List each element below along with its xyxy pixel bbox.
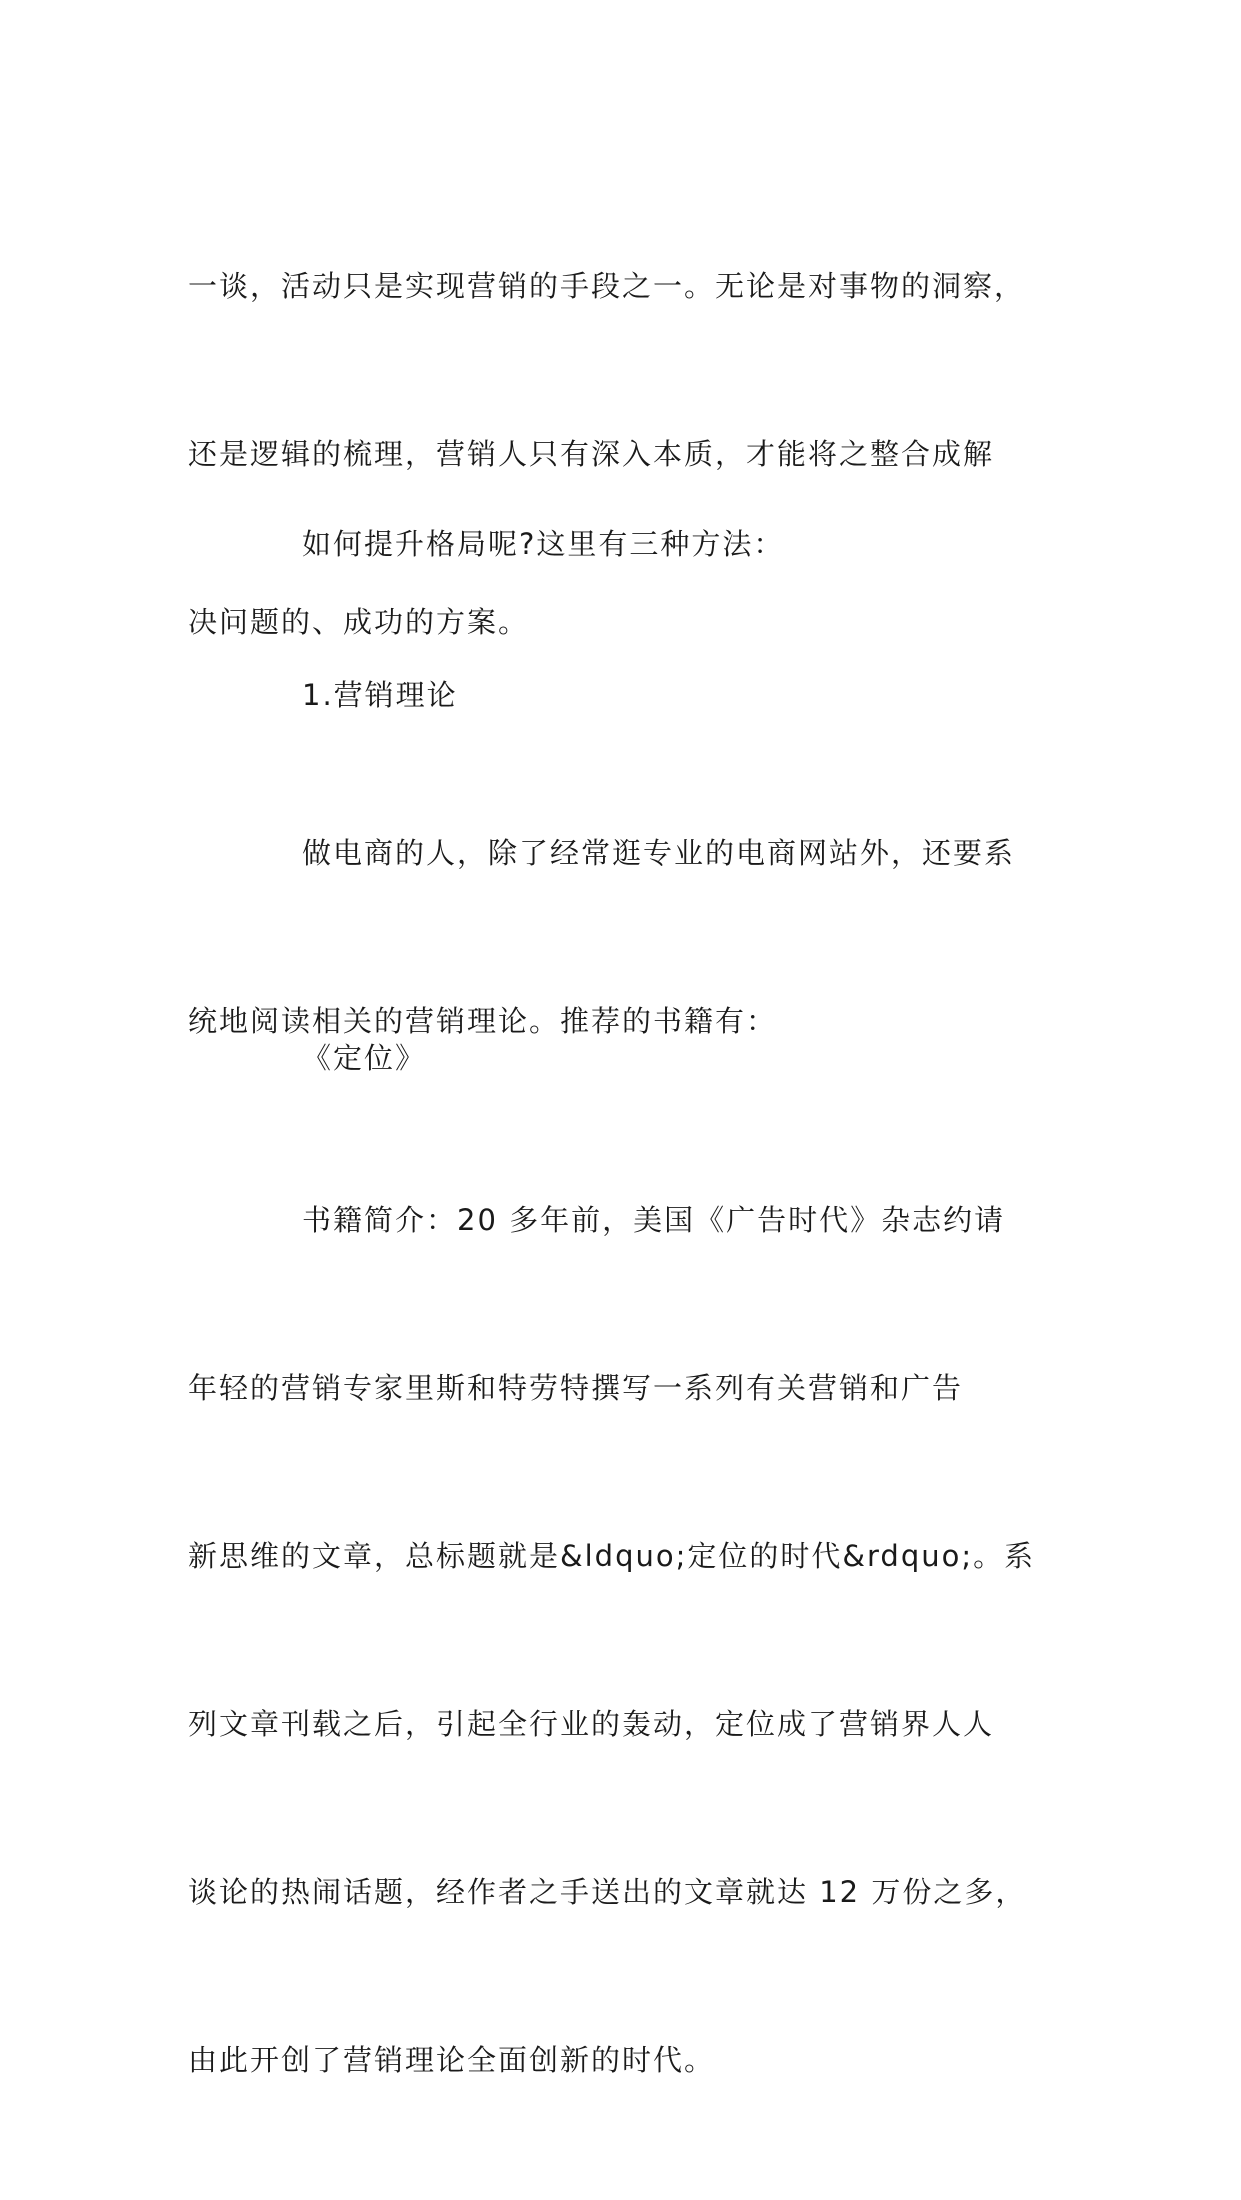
paragraph-book-intro bbox=[188, 1080, 1068, 2200]
text-line: 统地阅读相关的营销理论。推荐的书籍有： bbox=[188, 1004, 778, 1038]
text-line: 年轻的营销专家里斯和特劳特撰写一系列有关营销和广告 bbox=[188, 1371, 964, 1405]
heading-text: 1.营销理论 bbox=[302, 678, 458, 712]
text-line: 决问题的、成功的方案。 bbox=[188, 605, 530, 639]
text-line: 还是逻辑的梳理，营销人只有深入本质，才能将之整合成解 bbox=[188, 437, 995, 471]
text-line: 如何提升格局呢?这里有三种方法： bbox=[302, 527, 785, 561]
text-line: 列文章刊载之后，引起全行业的轰动，定位成了营销界人人 bbox=[188, 1707, 995, 1741]
text-line: 新思维的文章，总标题就是&ldquo;定位的时代&rdquo;。系 bbox=[188, 1539, 1036, 1573]
book-title-text: 《定位》 bbox=[302, 1041, 427, 1075]
text-line: 书籍简介：20 多年前，美国《广告时代》杂志约请 bbox=[302, 1203, 1006, 1237]
text-line: 一谈，活动只是实现营销的手段之一。无论是对事物的洞察， bbox=[188, 269, 1026, 303]
text-line: 由此开创了营销理论全面创新的时代。 bbox=[188, 2043, 716, 2077]
text-line: 做电商的人，除了经常逛专业的电商网站外，还要系 bbox=[302, 836, 1016, 870]
text-line: 谈论的热闹话题，经作者之手送出的文章就达 12 万份之多， bbox=[188, 1875, 1027, 1909]
